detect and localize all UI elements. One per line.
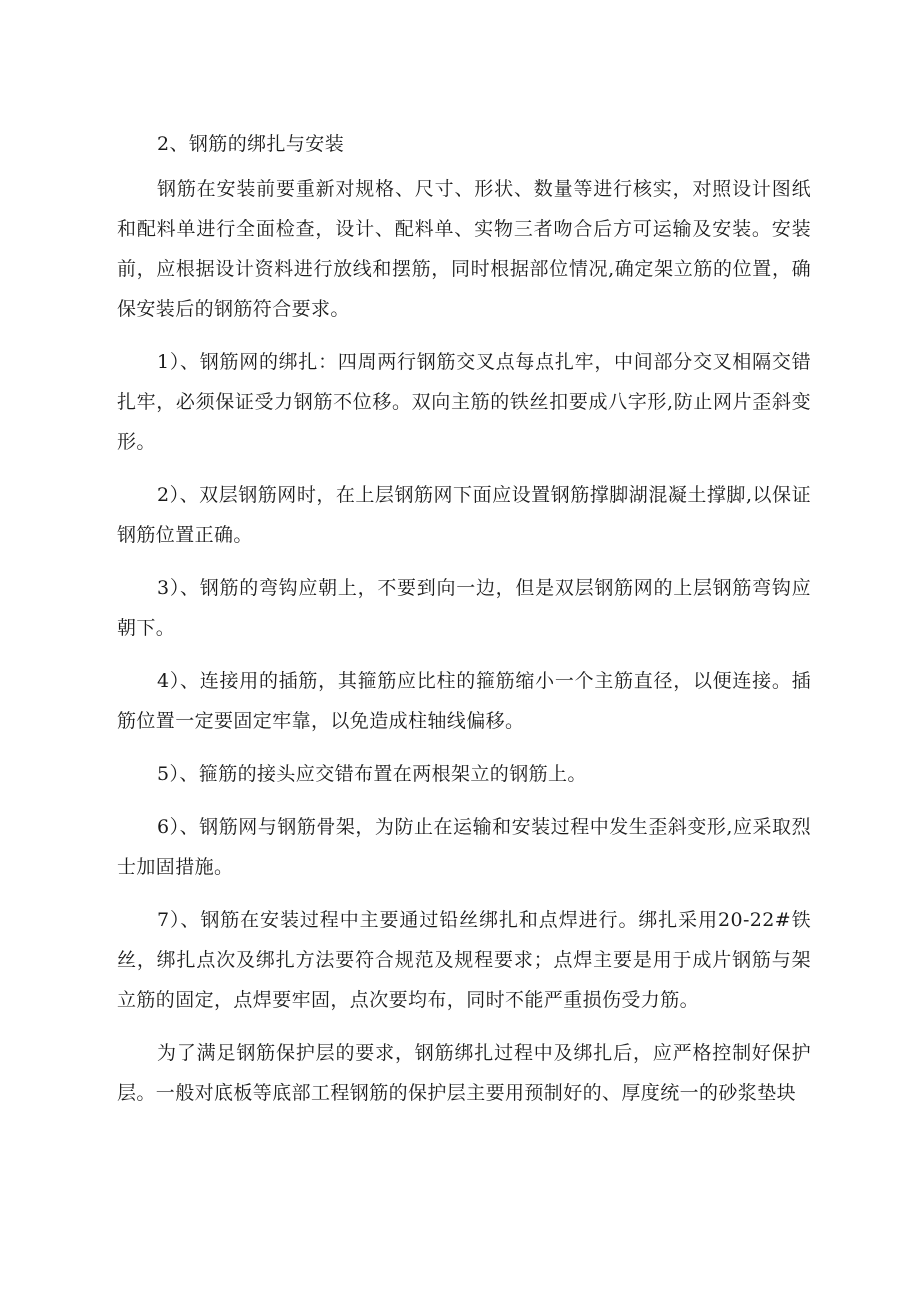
paragraph-item-1: 1）、钢筋网的绑扎：四周两行钢筋交叉点每点扎牢，中间部分交叉相隔交错扎牢，必须保证受力钢筋不位移。双向主筋的铁丝扣要成八字形,防止网片歪斜变形。 [117,351,811,453]
paragraph-item-7: 7）、钢筋在安装过程中主要通过铅丝绑扎和点焊进行。绑扎采用20-22#铁丝，绑扎点次及绑扎方法要符合规范及规程要求；点焊主要是用于成片钢筋与架立筋的固定，点焊要牢固，点次要均布，同时不能严重损伤受力筋。 [117,909,811,1011]
paragraph-protective-layer: 为了满足钢筋保护层的要求，钢筋绑扎过程中及绑扎后，应严格控制好保护层。一般对底板等底部工程钢筋的保护层主要用预制好的、厚度统一的砂浆垫块 [117,1042,811,1104]
paragraph-item-5: 5）、箍筋的接头应交错布置在两根架立的钢筋上。 [157,763,587,785]
paragraph-item-6: 6）、钢筋网与钢筋骨架，为防止在运输和安装过程中发生歪斜变形,应采取烈士加固措施。 [117,816,811,878]
paragraph-item-2: 2）、双层钢筋网时，在上层钢筋网下面应设置钢筋撑脚湖混凝土撑脚,以保证钢筋位置正确。 [117,484,811,546]
document-body [117,124,811,1126]
paragraph-item-4: 4）、连接用的插筋，其箍筋应比柱的箍筋缩小一个主筋直径，以便连接。插筋位置一定要固定牢靠，以免造成柱轴线偏移。 [117,670,811,732]
paragraph-item-3: 3）、钢筋的弯钩应朝上，不要到向一边，但是双层钢筋网的上层钢筋弯钩应朝下。 [117,577,811,639]
section-heading: 2、钢筋的绑扎与安装 [157,133,345,155]
paragraph-intro: 钢筋在安装前要重新对规格、尺寸、形状、数量等进行核实，对照设计图纸和配料单进行全面检查，设计、配料单、实物三者吻合后方可运输及安装。安装前，应根据设计资料进行放线和摆筋，同时根据部位情况,确定架立筋的位置，确保安装后的钢筋符合要求。 [117,178,811,320]
